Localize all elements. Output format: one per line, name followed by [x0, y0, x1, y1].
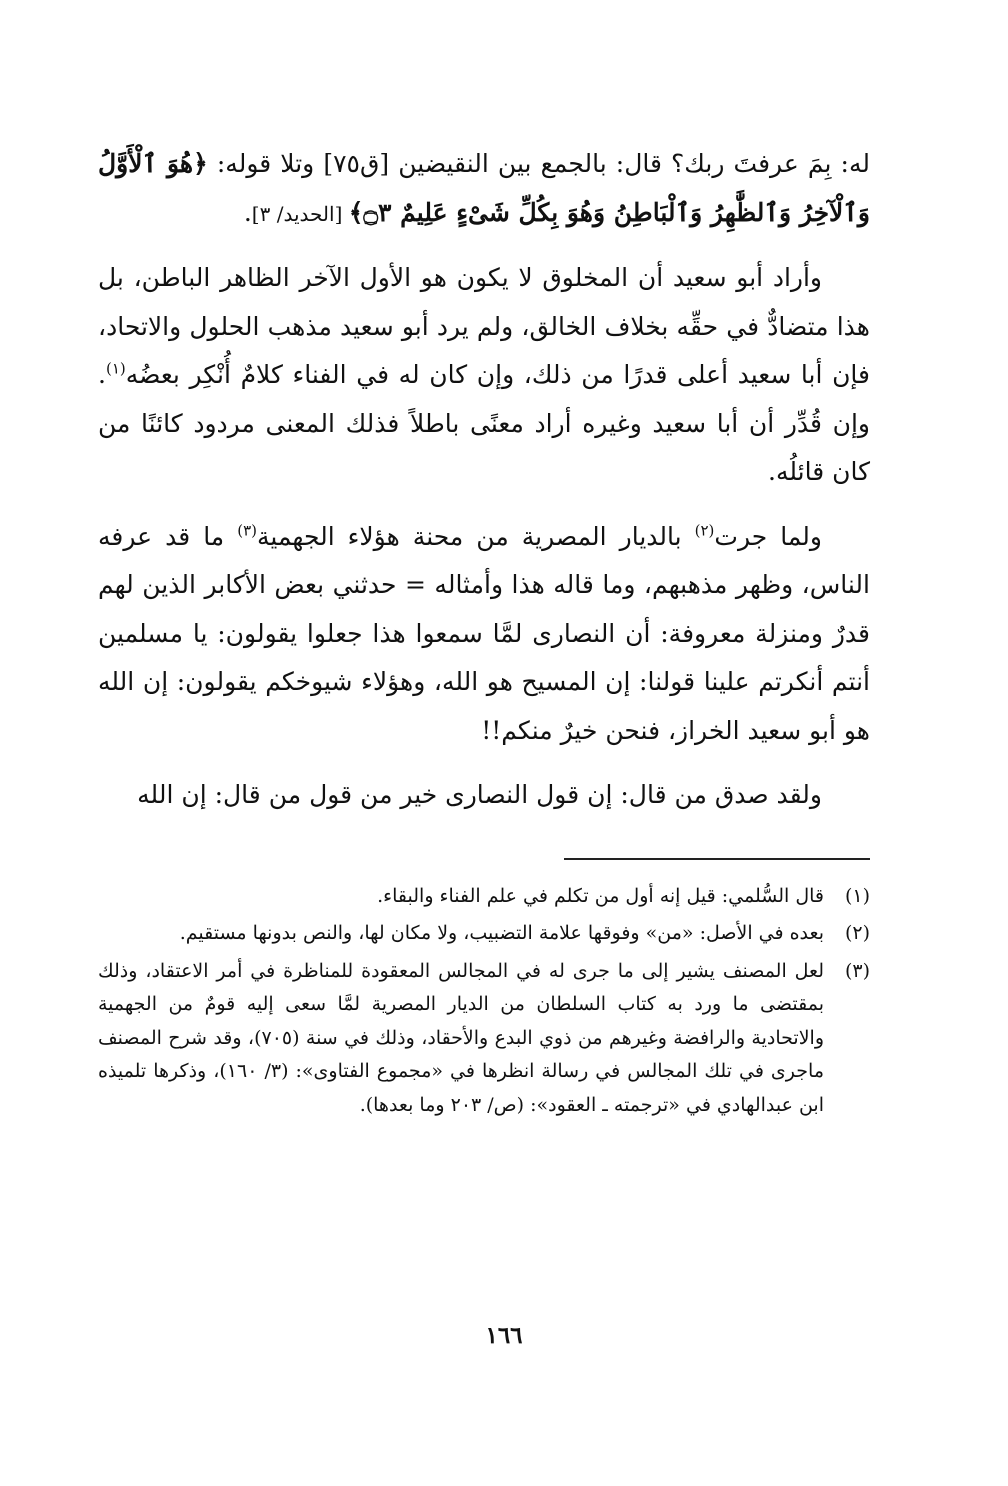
paragraph-1-end: . [243, 197, 252, 227]
paragraph-2-text-a: وأراد أبو سعيد أن المخلوق لا يكون هو الأول الآخر الظاهر الباطن، بل هذا متضادٌّ في حقِّه بخلاف الخالق، ولم يرد أبو سعيد مذهب الحلول والاتحاد، فإن أبا سعيد أعلى قدرًا من ذلك، وإن كان له في الفناء كلامٌ أُنْكِر بعضُه [98, 263, 870, 389]
footnote-text: لعل المصنف يشير إلى ما جرى له في المجالس المعقودة للمناظرة في أمر الاعتقاد، وذلك بمقتضى ما ورد به كتاب السلطان من الديار المصرية لمَّا سعى إليه قومٌ من الجهمية والاتحادية والرافضة وغيرهم من ذوي البدع والأحقاد، وذلك في سنة (٧٠٥)، وقد شرح المصنف ماجرى في تلك المجالس في رسالة انظرها في «مجموع الفتاوى»: (٣/ ١٦٠)، وذكرها تلميذه ابن عبدالهادي في «ترجمته ـ العقود»: (ص/ ٢٠٣ وما بعدها). [98, 959, 824, 1116]
footnote-separator [564, 858, 870, 860]
quran-verse: ﴿هُوَ ٱلْأَوَّلُ وَٱلْآخِرُ وَٱلظَّٰهِرُ وَٱلْبَاطِنُ وَهُوَ بِكُلِّ شَىْءٍ عَلِيمٌ ۝٣﴾ [98, 149, 870, 227]
paragraph-2-text-b: . وإن قُدِّر أن أبا سعيد وغيره أراد معنًى باطلاً فذلك المعنى مردود كائنًا من كان قائلُه. [98, 360, 870, 486]
footnote-marker-3[interactable]: (٣) [237, 521, 258, 540]
paragraph-1-text: له: بِمَ عرفتَ ربك؟ قال: بالجمع بين النقيضين [ق٧٥] وتلا قوله: [207, 149, 870, 178]
page-content [98, 140, 870, 1126]
footnote-number: (١) [844, 884, 870, 907]
paragraph-3-text-b: بالديار المصرية من محنة هؤلاء الجهمية [257, 521, 695, 551]
footnote-marker-2[interactable]: (٢) [694, 521, 715, 540]
surah-reference: [الحديد/ ٣] [251, 201, 349, 226]
footnote-3 [98, 955, 870, 1123]
paragraph-2 [98, 254, 870, 497]
footnote-1 [98, 880, 870, 914]
footnote-text: بعده في الأصل: «من» وفوقها علامة التضبيب، ولا مكان لها، والنص بدونها مستقيم. [179, 922, 824, 944]
footnote-2 [98, 917, 870, 951]
footnote-marker-1[interactable]: (١) [105, 359, 126, 378]
paragraph-3 [98, 513, 870, 756]
main-text [98, 140, 870, 820]
paragraph-3-text-c: ما قد عرفه الناس، وظهر مذهبهم، وما قاله هذا وأمثاله = حدثني بعض الأكابر الذين لهم قدرٌ ومنزلة معروفة: أن النصارى لمَّا سمعوا هذا جعلوا يقولون: يا مسلمين أنتم أنكرتم علينا قولنا: إن المسيح هو الله، وهؤلاء شيوخكم يقولون: إن الله هو أبو سعيد الخراز، فنحن خيرٌ منكم!! [98, 521, 870, 745]
footnote-number: (٣) [844, 959, 870, 982]
paragraph-4: ولقد صدق من قال: إن قول النصارى خير من قول من قال: إن الله [137, 780, 822, 809]
page-number: ١٦٦ [485, 1322, 523, 1349]
footnote-text: قال السُّلمي: قيل إنه أول من تكلم في علم الفناء والبقاء. [377, 884, 824, 907]
paragraph-1 [98, 140, 870, 238]
paragraph-3-text-a: ولما جرت [714, 521, 822, 551]
footnotes [98, 880, 870, 1123]
footnote-number: (٢) [844, 922, 870, 944]
